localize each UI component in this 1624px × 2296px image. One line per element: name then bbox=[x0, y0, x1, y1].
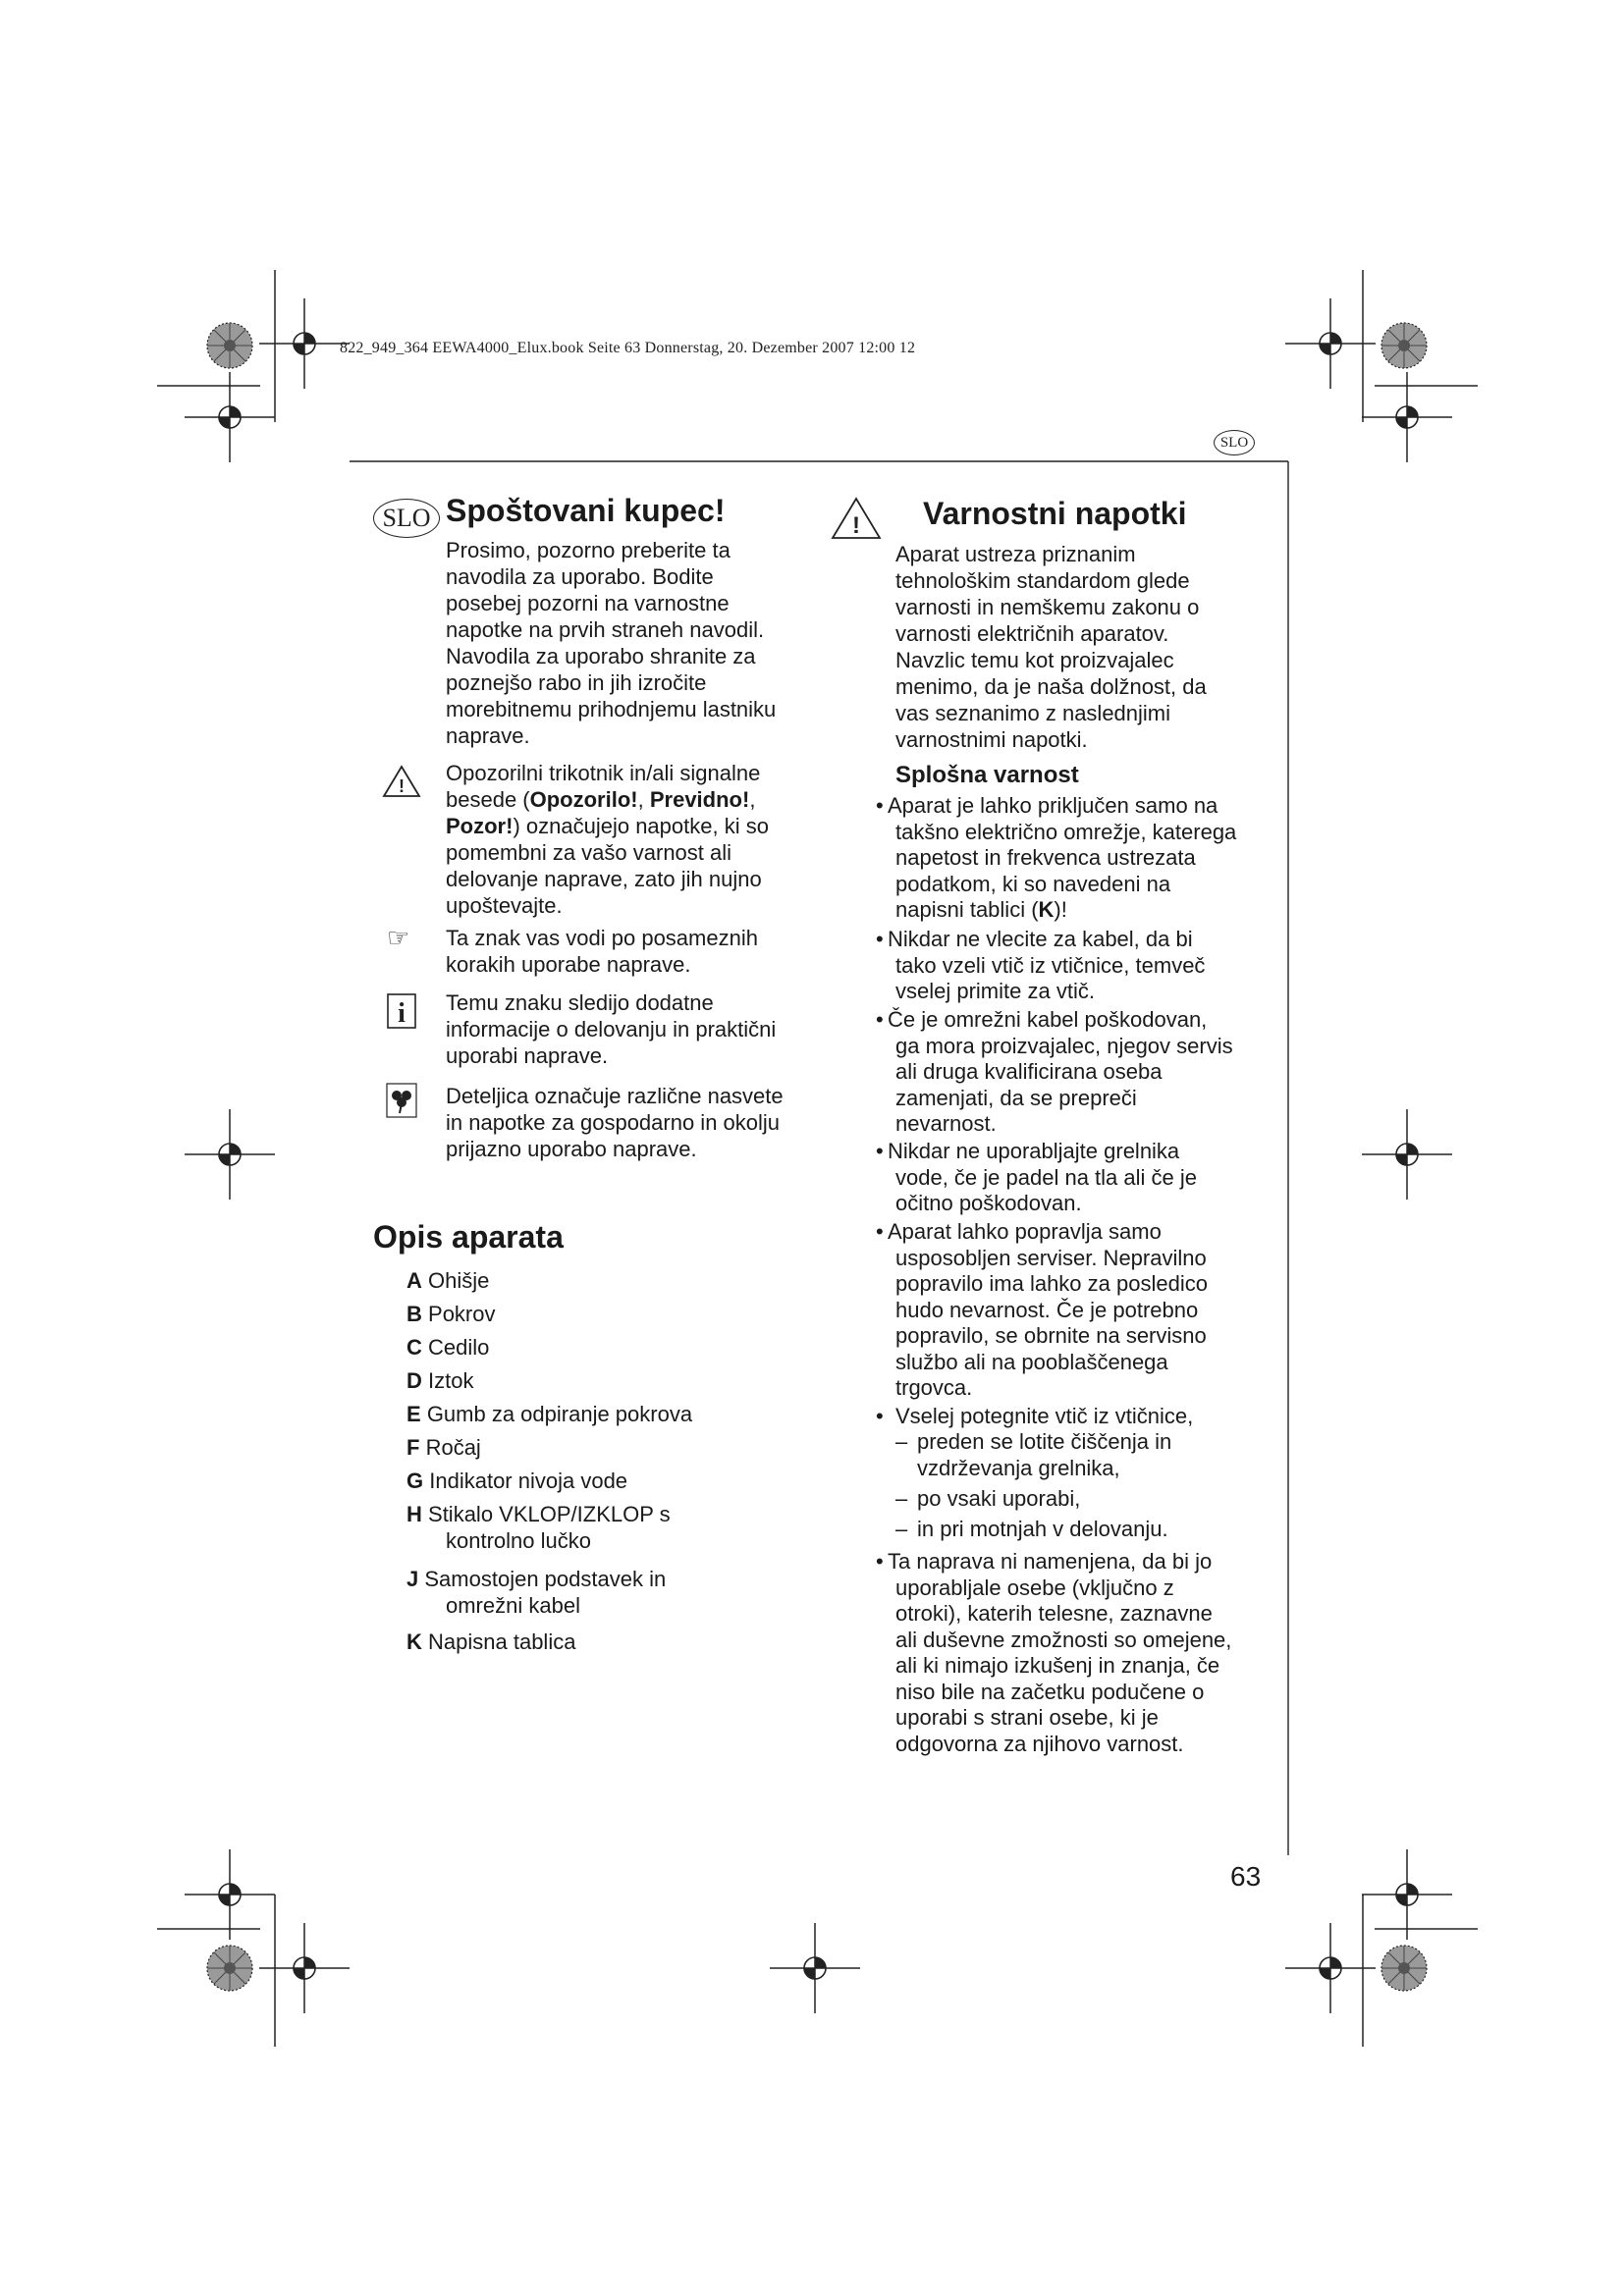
safety-bullet bbox=[876, 1007, 1269, 1138]
bullet-line: vselej primite za vtič. bbox=[895, 979, 1095, 1003]
hand-note bbox=[446, 925, 819, 978]
bullet-line: nevarnost. bbox=[895, 1111, 997, 1136]
note-text: besede ( bbox=[446, 787, 530, 812]
safety-bullet bbox=[876, 1139, 1269, 1217]
bullet-line: ga mora proizvajalec, njegov servis bbox=[895, 1033, 1233, 1058]
intro-line: menimo, da je naša dolžnost, da bbox=[895, 674, 1207, 699]
bullet-key: K bbox=[1038, 897, 1055, 922]
intro-line: vas seznanimo z naslednjimi bbox=[895, 701, 1171, 725]
bullet-marker: • bbox=[876, 1549, 884, 1574]
note-text: ) označujejo napotke, ki so bbox=[513, 814, 769, 838]
bullet-line: niso bile na začetku podučene o bbox=[895, 1679, 1205, 1704]
clover-icon bbox=[385, 1082, 418, 1119]
svg-text:i: i bbox=[398, 998, 406, 1029]
dash-line: in pri motnjah v delovanju. bbox=[917, 1517, 1168, 1541]
note-line: prijazno uporabo naprave. bbox=[446, 1137, 697, 1161]
part-item bbox=[406, 1334, 731, 1361]
dash-line: vzdrževanja grelnika, bbox=[917, 1455, 1120, 1480]
bullet-line: uporabi s strani osebe, ki je bbox=[895, 1705, 1159, 1730]
intro-line: navodila za uporabo. Bodite bbox=[446, 564, 714, 589]
part-key: E bbox=[406, 1402, 421, 1426]
info-icon bbox=[385, 991, 418, 1031]
bullet-line: otroki), katerih telesne, zaznavne bbox=[895, 1601, 1213, 1626]
safety-bullet bbox=[876, 1219, 1269, 1402]
intro-line: varnosti električnih aparatov. bbox=[895, 621, 1169, 646]
bullet-line: zamenjati, da se prepreči bbox=[895, 1085, 1137, 1110]
signal-word: Previdno! bbox=[649, 787, 750, 812]
part-label: Iztok bbox=[428, 1368, 474, 1393]
bullet-line: takšno električno omrežje, katerega bbox=[895, 819, 1237, 844]
intro-line: Navodila za uporabo shranite za bbox=[446, 644, 756, 668]
dash-item bbox=[895, 1517, 1269, 1543]
note-line: informacije o delovanju in praktični bbox=[446, 1017, 777, 1041]
safety-bullet bbox=[876, 793, 1269, 924]
part-label: Gumb za odpiranje pokrova bbox=[426, 1402, 693, 1426]
bullet-marker: • bbox=[876, 1404, 884, 1428]
part-item bbox=[406, 1468, 731, 1494]
part-key: D bbox=[406, 1368, 422, 1393]
part-key: A bbox=[406, 1268, 422, 1293]
warning-note bbox=[446, 760, 819, 919]
section-title-appliance-description: Opis aparata bbox=[373, 1219, 564, 1255]
note-line: pomembni za vašo varnost ali bbox=[446, 840, 732, 865]
part-label: Indikator nivoja vode bbox=[429, 1468, 628, 1493]
note-line: Deteljica označuje različne nasvete bbox=[446, 1084, 784, 1108]
svg-text:!: ! bbox=[399, 776, 405, 796]
part-label: Ohišje bbox=[428, 1268, 490, 1293]
bullet-line: ali ki nimajo izkušenj in znanja, če bbox=[895, 1653, 1220, 1678]
part-item bbox=[406, 1301, 731, 1327]
warning-triangle-icon bbox=[829, 496, 884, 541]
part-key: C bbox=[406, 1335, 422, 1360]
note-line: Opozorilni trikotnik in/ali signalne bbox=[446, 761, 761, 785]
intro-line: napotke na prvih straneh navodil. bbox=[446, 617, 765, 642]
safety-bullet bbox=[876, 1404, 1269, 1430]
bullet-line: očitno poškodovan. bbox=[895, 1191, 1082, 1215]
section-title-safety-instructions: Varnostni napotki bbox=[923, 496, 1187, 531]
bullet-line: usposobljen serviser. Nepravilno bbox=[895, 1245, 1207, 1270]
subsection-title-general-safety: Splošna varnost bbox=[895, 762, 1079, 788]
part-label: Samostojen podstavek in bbox=[424, 1567, 667, 1591]
bullet-line: Vselej potegnite vtič iz vtičnice, bbox=[895, 1404, 1194, 1428]
note-line: Ta znak vas vodi po posameznih bbox=[446, 926, 758, 950]
intro-line: varnosti in nemškemu zakonu o bbox=[895, 595, 1200, 619]
note-line: upoštevajte. bbox=[446, 893, 563, 918]
part-item bbox=[406, 1367, 731, 1394]
part-key: G bbox=[406, 1468, 424, 1493]
part-key: B bbox=[406, 1302, 422, 1326]
bullet-marker: • bbox=[876, 1007, 884, 1032]
part-label: Napisna tablica bbox=[428, 1629, 576, 1654]
bullet-line: Nikdar ne vlecite za kabel, da bi bbox=[888, 927, 1193, 951]
part-key: K bbox=[406, 1629, 422, 1654]
bullet-line: hudo nevarnost. Če je potrebno bbox=[895, 1297, 1199, 1322]
part-item bbox=[406, 1566, 731, 1619]
part-key: H bbox=[406, 1502, 422, 1526]
note-text: , bbox=[637, 787, 650, 812]
bullet-line: trgovca. bbox=[895, 1375, 973, 1400]
bullet-line: Aparat lahko popravlja samo bbox=[888, 1219, 1162, 1244]
note-line: in napotke za gospodarno in okolju bbox=[446, 1110, 781, 1135]
bullet-line: Aparat je lahko priključen samo na bbox=[888, 793, 1218, 818]
bullet-text: napisni tablici ( bbox=[895, 897, 1039, 922]
safety-bullet bbox=[876, 927, 1269, 1005]
intro-line: Prosimo, pozorno preberite ta bbox=[446, 538, 731, 562]
bullet-line: ali druga kvalificirana oseba bbox=[895, 1059, 1163, 1084]
part-item bbox=[406, 1501, 731, 1554]
bullet-line: napetost in frekvenca ustrezata bbox=[895, 845, 1196, 870]
signal-word: Pozor! bbox=[446, 814, 514, 838]
bullet-line: vode, če je padel na tla ali če je bbox=[895, 1164, 1197, 1190]
part-label: Stikalo VKLOP/IZKLOP s bbox=[428, 1502, 671, 1526]
dash-marker: – bbox=[895, 1429, 908, 1454]
bullet-text: )! bbox=[1054, 897, 1067, 922]
bullet-line bbox=[876, 897, 1269, 924]
intro-line: poznejšo rabo in jih izročite bbox=[446, 670, 707, 695]
bullet-marker: • bbox=[876, 927, 884, 951]
warning-triangle-icon bbox=[381, 764, 422, 799]
part-label: Ročaj bbox=[425, 1435, 481, 1460]
bullet-marker: • bbox=[876, 793, 884, 818]
bullet-line: Nikdar ne uporabljajte grelnika bbox=[888, 1139, 1180, 1163]
section-title-dear-customer: Spoštovani kupec! bbox=[446, 493, 726, 528]
part-item bbox=[406, 1267, 731, 1294]
safety-bullet bbox=[876, 1549, 1269, 1757]
bullet-marker: • bbox=[876, 1139, 884, 1163]
intro-line: posebej pozorni na varnostne bbox=[446, 591, 730, 615]
intro-line: morebitnemu prihodnjemu lastniku bbox=[446, 697, 777, 721]
intro-paragraph bbox=[446, 537, 819, 749]
part-label-cont: omrežni kabel bbox=[446, 1593, 580, 1618]
part-label-cont: kontrolno lučko bbox=[446, 1528, 591, 1553]
signal-word: Opozorilo! bbox=[529, 787, 638, 812]
intro-line: Navzlic temu kot proizvajalec bbox=[895, 648, 1174, 672]
bullet-line: popravilo ima lahko za posledico bbox=[895, 1271, 1208, 1296]
page-number: 63 bbox=[1230, 1861, 1262, 1892]
intro-line: tehnološkim standardom glede bbox=[895, 568, 1190, 593]
bullet-line: Ta naprava ni namenjena, da bi jo bbox=[888, 1549, 1213, 1574]
print-header: 822_949_364 EEWA4000_Elux.book Seite 63 Donnerstag, 20. Dezember 2007 12:00 12 bbox=[340, 340, 916, 356]
bullet-marker: • bbox=[876, 1219, 884, 1244]
bullet-line: podatkom, ki so navedeni na bbox=[895, 871, 1171, 896]
part-key: F bbox=[406, 1435, 420, 1460]
part-item bbox=[406, 1434, 731, 1461]
dash-line: po vsaki uporabi, bbox=[917, 1486, 1081, 1511]
clover-note bbox=[446, 1083, 819, 1162]
bullet-line: uporabljale osebe (vključno z bbox=[895, 1575, 1174, 1600]
bullet-line: službo ali na pooblaščenega bbox=[895, 1349, 1168, 1374]
safety-intro-paragraph bbox=[895, 541, 1269, 753]
bullet-line: ali duševne zmožnosti so omejene, bbox=[895, 1627, 1232, 1652]
section-language-badge: SLO bbox=[373, 499, 440, 538]
info-note bbox=[446, 989, 819, 1069]
part-key: J bbox=[406, 1567, 419, 1591]
bullet-line: tako vzeli vtič iz vtičnice, temveč bbox=[895, 952, 1206, 978]
language-badge: SLO bbox=[1214, 430, 1255, 455]
note-line: Temu znaku sledijo dodatne bbox=[446, 990, 714, 1015]
part-item bbox=[406, 1401, 731, 1427]
note-line: delovanje naprave, zato jih nujno bbox=[446, 867, 762, 891]
dash-marker: – bbox=[895, 1486, 908, 1511]
intro-line: varnostnimi napotki. bbox=[895, 727, 1088, 752]
note-line: korakih uporabe naprave. bbox=[446, 952, 691, 977]
note-line: uporabi naprave. bbox=[446, 1043, 609, 1068]
part-label: Pokrov bbox=[428, 1302, 496, 1326]
part-label: Cedilo bbox=[428, 1335, 490, 1360]
dash-item bbox=[895, 1486, 1269, 1513]
bullet-line: Če je omrežni kabel poškodovan, bbox=[888, 1007, 1208, 1032]
svg-text:!: ! bbox=[852, 512, 860, 539]
note-text: , bbox=[749, 787, 756, 812]
part-item bbox=[406, 1629, 731, 1655]
intro-line: naprave. bbox=[446, 723, 530, 748]
intro-line: Aparat ustreza priznanim bbox=[895, 542, 1136, 566]
dash-line: preden se lotite čiščenja in bbox=[917, 1429, 1172, 1454]
pointing-hand-icon: ☞ bbox=[387, 923, 410, 952]
bullet-line: popravilo, se obrnite na servisno bbox=[895, 1323, 1207, 1348]
dash-item bbox=[895, 1429, 1269, 1481]
bullet-line: odgovorna za njihovo varnost. bbox=[895, 1731, 1184, 1756]
dash-marker: – bbox=[895, 1517, 908, 1541]
